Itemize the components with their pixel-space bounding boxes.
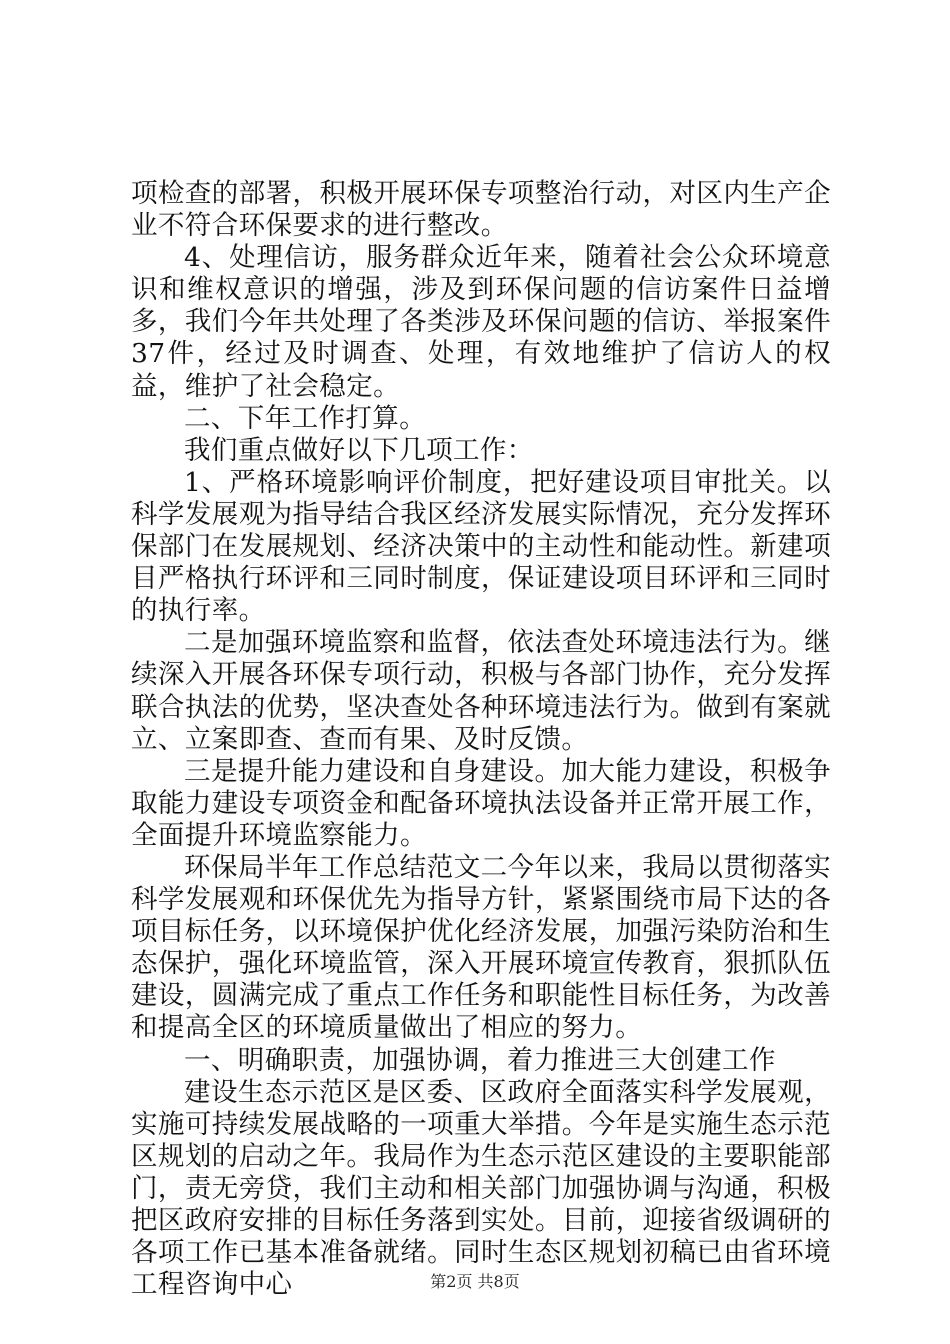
paragraph-1: 项检查的部署，积极开展环保专项整治行动，对区内生产企业不符合环保要求的进行整改。 (131, 178, 831, 242)
paragraph-9: 一、明确职责，加强协调，着力推进三大创建工作 (184, 1044, 776, 1076)
paragraph-10: 建设生态示范区是区委、区政府全面落实科学发展观，实施可持续发展战略的一项重大举措。今年是实施生态示范区规划的启动之年。我局作为生态示范区建设的主要职能部门，责无旁贷，我们主动和相关部门加强协调与沟通，积极把区政府安排的目标任务落到实处。目前，迎接省级调研的各项工作已基本准备就绪。同时生态区规划初稿已由省环境工程咨询中心 (131, 1076, 831, 1301)
paragraph-2: 4、处理信访，服务群众近年来，随着社会公众环境意识和维权意识的增强，涉及到环保问题的信访案件日益增多，我们今年共处理了各类涉及环保问题的信访、举报案件37件，经过及时调查、处理，有效地维护了信访人的权益，维护了社会稳定。 (131, 242, 831, 402)
paragraph-5: 1、严格环境影响评价制度，把好建设项目审批关。以科学发展观为指导结合我区经济发展实际情况，充分发挥环保部门在发展规划、经济决策中的主动性和能动性。新建项目严格执行环评和三同时制度，保证建设项目环评和三同时的执行率。 (131, 466, 831, 627)
paragraph-7: 三是提升能力建设和自身建设。加大能力建设，积极争取能力建设专项资金和配备环境执法设备并正常开展工作，全面提升环境监察能力。 (131, 755, 831, 851)
paragraph-3: 二、下年工作打算。 (184, 402, 427, 434)
document-body (131, 178, 831, 1301)
page-number-footer: 第2页 共8页 (430, 1272, 520, 1291)
paragraph-6: 二是加强环境监察和监督，依法查处环境违法行为。继续深入开展各环保专项行动，积极与各部门协作，充分发挥联合执法的优势，坚决查处各种环境违法行为。做到有案就立、立案即查、查而有果、及时反馈。 (131, 627, 831, 755)
paragraph-4: 我们重点做好以下几项工作： (184, 434, 534, 466)
paragraph-8: 环保局半年工作总结范文二今年以来，我局以贯彻落实科学发展观和环保优先为指导方针，紧紧围绕市局下达的各项目标任务，以环境保护优化经济发展，加强污染防治和生态保护，强化环境监管，深入开展环境宣传教育，狠抓队伍建设，圆满完成了重点工作任务和职能性目标任务，为改善和提高全区的环境质量做出了相应的努力。 (131, 851, 831, 1044)
